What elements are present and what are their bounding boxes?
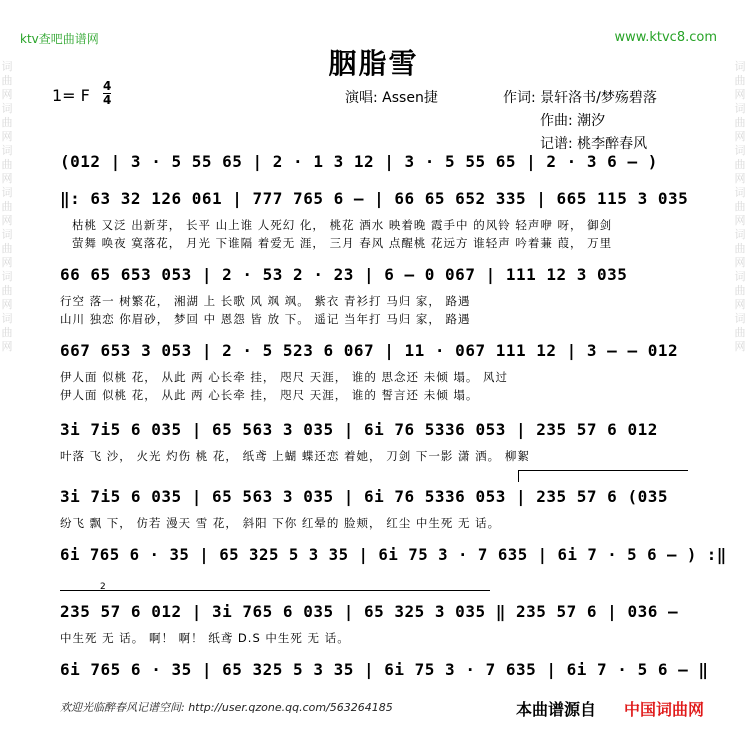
side-watermark-left: 词曲网词曲网词曲网词曲网词曲网词曲网词曲网	[1, 60, 13, 353]
time-top: 4	[103, 79, 112, 93]
time-bottom: 4	[103, 93, 112, 107]
score-row-6-lyric-1: 纷飞 飘 下， 仿若 漫天 雪 花， 斜阳 下你 红晕的 脸颊， 红尘 中生死 无 话。	[60, 516, 501, 530]
composer-credit: 作曲: 潮汐	[540, 113, 606, 129]
volta-1-left	[518, 470, 519, 482]
volta-1-bracket	[518, 470, 688, 471]
site-url-right: www.ktvc8.com	[614, 30, 717, 45]
score-row-4-notes: 667 653 3 053 | 2 · 5 523 6 067 | 11 · 067 111 12 | 3 – – 012	[60, 341, 679, 360]
volta-2-bracket	[60, 590, 490, 591]
score-row-6-notes: 3i 7i5 6 035 | 65 563 3 035 | 6i 76 5336 053 | 235 57 6 (035	[60, 487, 668, 506]
singer-credit: 演唱: Assen捷	[345, 90, 438, 106]
score-row-8-lyric-1: 中生死 无 话。 啊！ 啊！ 纸鸢 D.S 中生死 无 话。	[60, 631, 350, 645]
score-row-4-lyric-1: 伊人面 似桃 花， 从此 两 心长牵 挂， 咫尺 天涯， 谁的 思念还 未倾 塌。 风过	[60, 370, 509, 384]
score-row-3-notes: 66 65 653 053 | 2 · 53 2 · 23 | 6 – 0 067 | 111 12 3 035	[60, 265, 628, 284]
score-row-8-notes: 235 57 6 012 | 3i 765 6 035 | 65 325 3 035 ‖ 235 57 6 | 036 –	[60, 602, 679, 621]
score-row-2-notes: ‖: 63 32 126 061 | 777 765 6 – | 66 65 652 335 | 665 115 3 035	[60, 189, 689, 208]
score-row-1-notes: (012 | 3 · 5 55 65 | 2 · 1 3 12 | 3 · 5 55 65 | 2 · 3 6 – )	[60, 152, 658, 171]
score-row-3-lyric-2: 山川 独恋 你眉砂， 梦回 中 恩怨 皆 放 下。 遥记 当年打 马归 家， 路遇	[60, 312, 471, 326]
site-name-left: ktv查吧曲谱网	[20, 32, 99, 46]
score-row-2-lyric-2: 萤舞 唤夜 寞落花， 月光 下谁隔 着爱无 涯， 三月 春风 点醒桃 花远方 谁轻声 吟着蒹 葭， 万里	[72, 236, 613, 250]
side-watermark-right: 词曲网词曲网词曲网词曲网词曲网词曲网词曲网	[734, 60, 746, 353]
score-row-4-lyric-2: 伊人面 似桃 花， 从此 两 心长牵 挂， 咫尺 天涯， 谁的 誓言还 未倾 塌。	[60, 388, 479, 402]
transcriber-credit: 记谱: 桃李醉春风	[540, 136, 648, 152]
score-row-2-lyric-1: 枯桃 又泛 出新芽， 长平 山上谁 人死幻 化， 桃花 酒水 映着晚 霞手中 的风铃 轻声咿 呀， 御剑	[72, 218, 613, 232]
volta-2-label: 2	[100, 582, 106, 592]
score-row-9-notes: 6i 765 6 · 35 | 65 325 5 3 35 | 6i 75 3 · 7 635 | 6i 7 · 5 6 – ‖	[60, 660, 709, 679]
source-label: 本曲谱源自	[516, 700, 597, 719]
score-row-3-lyric-1: 行空 落一 树繁花， 湘湖 上 长歌 风 飒 飒。 紫衣 青衫打 马归 家， 路遇	[60, 294, 471, 308]
score-row-7-notes: 6i 765 6 · 35 | 65 325 5 3 35 | 6i 75 3 · 7 635 | 6i 7 · 5 6 – ) :‖	[60, 545, 727, 564]
score-row-5-lyric-1: 叶落 飞 沙， 火光 灼伤 桃 花， 纸鸢 上蝴 蝶还恋 着她， 刀剑 下一影 潇 洒。 柳絮	[60, 449, 530, 463]
footer-note: 欢迎光临醉春风记谱空间: http://user.qzone.qq.com/563264185	[60, 701, 393, 714]
lyricist-credit: 作词: 景轩洛书/梦殇碧落	[503, 90, 657, 106]
time-signature	[103, 80, 111, 107]
song-title: 胭脂雪	[328, 47, 419, 80]
score-row-5-notes: 3i 7i5 6 035 | 65 563 3 035 | 6i 76 5336 053 | 235 57 6 012	[60, 420, 658, 439]
source-site: 中国词曲网	[624, 700, 705, 719]
key-signature: 1= F	[52, 86, 90, 105]
